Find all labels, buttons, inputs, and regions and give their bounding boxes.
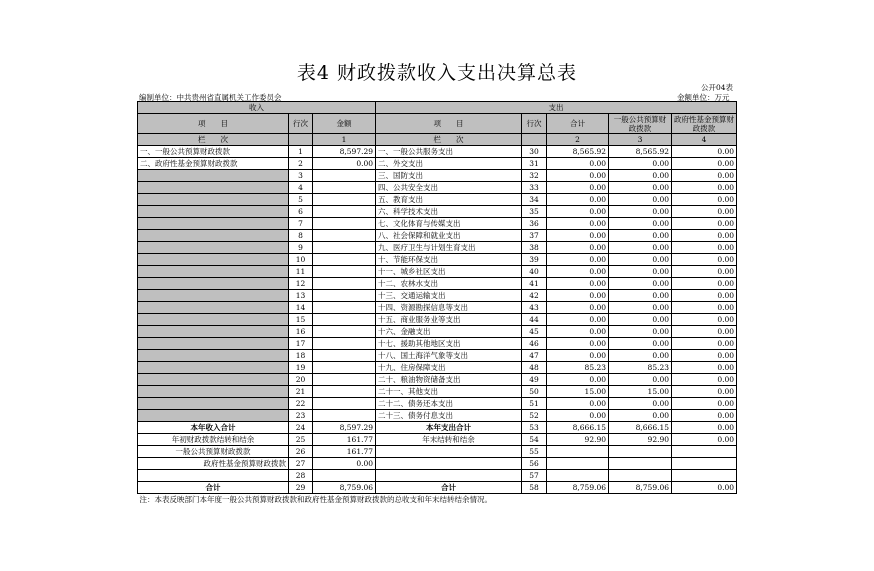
cell-ex-total: 0.00 [547,242,609,254]
cell-ex-no: 46 [522,338,547,350]
cell-ex-no: 48 [522,362,547,374]
cell-in-amt: 0.00 [313,158,376,170]
header-row-section [138,102,737,114]
cell-in-amt [313,362,376,374]
cell-ex-fund: 0.00 [672,362,737,374]
cell-ex-no: 47 [522,350,547,362]
cell-ex-total: 0.00 [547,266,609,278]
cell-ex-item: 四、公共安全支出 [376,182,522,194]
cell-ex-item: 五、教育支出 [376,194,522,206]
cell-in-amt [313,206,376,218]
cell-ex-fund: 0.00 [672,146,737,158]
cell-ex-fund: 0.00 [672,314,737,326]
cell-ex-gen: 0.00 [609,266,672,278]
cell-ex-item: 十七、援助其他地区支出 [376,338,522,350]
table-row: 政府性基金预算财政拨款 27 0.00 56 [138,458,737,470]
cell-ex-no: 45 [522,326,547,338]
cell-in-item [138,230,289,242]
cell-in-no: 8 [289,230,313,242]
cell-in-item [138,182,289,194]
cell-ex-fund: 0.00 [672,338,737,350]
cell-in-amt [313,182,376,194]
cell-ex-no: 30 [522,146,547,158]
cell-ex-gen: 0.00 [609,218,672,230]
cell-ex-no: 50 [522,386,547,398]
table-row [138,254,737,266]
cell-ex-total: 0.00 [547,290,609,302]
cell-ex-item: 九、医疗卫生与计划生育支出 [376,242,522,254]
table-row [138,242,737,254]
cell-in-item [138,278,289,290]
table-row [138,374,737,386]
cell-ex-total: 0.00 [547,170,609,182]
table-row [138,194,737,206]
form-code: 公开04表 [701,83,734,92]
table-row [138,218,737,230]
cell-ex-fund: 0.00 [672,386,737,398]
cell-in-amt [313,170,376,182]
cell-ex-total: 0.00 [547,182,609,194]
cell-in-item [138,386,289,398]
cell-in-no: 4 [289,182,313,194]
cell-ex-gen: 0.00 [609,410,672,422]
cell-in-amt [313,302,376,314]
cell-in-no: 22 [289,398,313,410]
cell-ex-gen: 0.00 [609,374,672,386]
currency-label: 金额单位：万元 [677,93,730,102]
cell-ex-gen: 0.00 [609,338,672,350]
cell-ex-total: 0.00 [547,158,609,170]
table-row [138,398,737,410]
cell-in-no: 19 [289,362,313,374]
cell-ex-gen: 0.00 [609,278,672,290]
cell-ex-total: 0.00 [547,314,609,326]
col-1: 1 [313,134,376,146]
item-header-2: 项 目 [376,114,522,134]
cell-ex-fund: 0.00 [672,278,737,290]
cell-ex-gen: 0.00 [609,350,672,362]
cell-in-no: 10 [289,254,313,266]
cell-ex-fund: 0.00 [672,206,737,218]
cell-ex-item: 十九、住房保障支出 [376,362,522,374]
cell-ex-fund: 0.00 [672,290,737,302]
cell-in-amt [313,350,376,362]
table-row [138,146,737,158]
cell-ex-total: 0.00 [547,410,609,422]
cell-in-no: 7 [289,218,313,230]
cell-ex-fund: 0.00 [672,266,737,278]
cell-in-amt [313,290,376,302]
cell-ex-total: 0.00 [547,254,609,266]
cell-ex-total: 0.00 [547,218,609,230]
cell-in-item [138,242,289,254]
cell-in-no: 1 [289,146,313,158]
cell-in-no: 17 [289,338,313,350]
cell-in-item [138,266,289,278]
cell-ex-gen: 0.00 [609,254,672,266]
cell-in-no: 15 [289,314,313,326]
cell-ex-gen: 85.23 [609,362,672,374]
general-budget-header: 一般公共预算财政拨款 [609,114,672,134]
cell-ex-fund: 0.00 [672,158,737,170]
cell-in-no: 12 [289,278,313,290]
cell-ex-total: 0.00 [547,278,609,290]
cell-in-item [138,206,289,218]
col-2: 2 [547,134,609,146]
table-row: 一般公共预算财政拨款 26 161.77 55 [138,446,737,458]
table-row [138,350,737,362]
cell-in-item [138,194,289,206]
cell-in-item [138,350,289,362]
cell-in-no: 20 [289,374,313,386]
table-row [138,386,737,398]
table-row [138,338,737,350]
cell-ex-gen: 0.00 [609,314,672,326]
table-row [138,230,737,242]
budget-table [137,101,737,505]
cell-ex-no: 36 [522,218,547,230]
table-row [138,326,737,338]
cell-in-item [138,254,289,266]
cell-ex-item: 六、科学技术支出 [376,206,522,218]
cell-ex-total: 8,565.92 [547,146,609,158]
cell-ex-gen: 0.00 [609,230,672,242]
cell-in-no: 2 [289,158,313,170]
cell-ex-item: 二十、粮油物资储备支出 [376,374,522,386]
cell-in-amt [313,314,376,326]
item-header: 项 目 [138,114,289,134]
cell-ex-no: 37 [522,230,547,242]
cell-ex-item: 十八、国土海洋气象等支出 [376,350,522,362]
cell-ex-item: 十三、交通运输支出 [376,290,522,302]
header-row-columns [138,114,737,134]
cell-ex-no: 33 [522,182,547,194]
cell-ex-no: 38 [522,242,547,254]
cell-ex-fund: 0.00 [672,230,737,242]
table-row [138,362,737,374]
cell-ex-total: 0.00 [547,302,609,314]
page-title: 表4 财政拨款收入支出决算总表 [296,62,578,84]
cell-ex-total: 0.00 [547,194,609,206]
cell-in-amt [313,326,376,338]
cell-in-no: 11 [289,266,313,278]
cell-ex-gen: 0.00 [609,206,672,218]
col-3: 3 [609,134,672,146]
cell-ex-fund: 0.00 [672,326,737,338]
cell-ex-no: 44 [522,314,547,326]
note-row [138,494,737,506]
cell-ex-fund: 0.00 [672,242,737,254]
cell-in-no: 14 [289,302,313,314]
cell-ex-item: 十四、资源勘探信息等支出 [376,302,522,314]
cell-in-item [138,374,289,386]
cell-in-item [138,170,289,182]
cell-ex-gen: 0.00 [609,290,672,302]
cell-ex-total: 85.23 [547,362,609,374]
cell-ex-item: 二十一、其他支出 [376,386,522,398]
cell-ex-no: 42 [522,290,547,302]
cell-ex-no: 39 [522,254,547,266]
cell-ex-no: 51 [522,398,547,410]
cell-ex-fund: 0.00 [672,194,737,206]
table-row [138,410,737,422]
cell-in-amt [313,266,376,278]
cell-ex-item: 七、文化体育与传媒支出 [376,218,522,230]
cell-ex-no: 41 [522,278,547,290]
cell-in-amt [313,374,376,386]
cell-ex-total: 15.00 [547,386,609,398]
cell-ex-fund: 0.00 [672,182,737,194]
cell-ex-item: 八、社会保障和就业支出 [376,230,522,242]
table-row [138,314,737,326]
cell-ex-item: 十六、金融支出 [376,326,522,338]
cell-ex-item: 十一、城乡社区支出 [376,266,522,278]
cell-ex-total: 0.00 [547,230,609,242]
cell-ex-fund: 0.00 [672,218,737,230]
cell-ex-gen: 0.00 [609,398,672,410]
cell-ex-gen: 0.00 [609,158,672,170]
cell-in-amt [313,218,376,230]
unit-label: 编制单位：中共贵州省直属机关工作委员会 [139,93,282,102]
cell-in-item [138,218,289,230]
cell-in-item [138,326,289,338]
cell-ex-item: 十、节能环保支出 [376,254,522,266]
cell-ex-item: 二十三、债务付息支出 [376,410,522,422]
cell-ex-item: 十二、农林水支出 [376,278,522,290]
cell-ex-gen: 0.00 [609,170,672,182]
table-row: 28 57 [138,470,737,482]
cell-ex-fund: 0.00 [672,374,737,386]
cell-ex-item: 二十二、债务还本支出 [376,398,522,410]
cell-ex-gen: 15.00 [609,386,672,398]
cell-ex-no: 34 [522,194,547,206]
cell-ex-fund: 0.00 [672,170,737,182]
cell-ex-no: 49 [522,374,547,386]
cell-ex-total: 0.00 [547,206,609,218]
cell-in-amt [313,254,376,266]
table-row [138,302,737,314]
cell-in-amt [313,278,376,290]
cell-ex-item: 二、外交支出 [376,158,522,170]
table-row [138,182,737,194]
cell-ex-no: 40 [522,266,547,278]
table-note: 注：本表反映部门本年度一般公共预算财政拨款和政府性基金预算财政拨款的总收支和年末结转结余情况。 [138,494,737,506]
cell-in-no: 3 [289,170,313,182]
total-header: 合计 [547,114,609,134]
cell-ex-item: 十五、商业服务业等支出 [376,314,522,326]
cell-in-item [138,410,289,422]
cell-ex-gen: 8,565.92 [609,146,672,158]
cell-in-amt [313,230,376,242]
table-row [138,278,737,290]
cell-ex-gen: 0.00 [609,302,672,314]
cell-ex-fund: 0.00 [672,350,737,362]
table-row: 本年收入合计 24 8,597.29 本年支出合计 53 8,666.15 8,666.15 0.00 [138,422,737,434]
row-no-header: 行次 [289,114,313,134]
cell-in-amt [313,398,376,410]
col-4: 4 [672,134,737,146]
cell-ex-gen: 0.00 [609,182,672,194]
cell-in-no: 13 [289,290,313,302]
cell-in-no: 23 [289,410,313,422]
table-row [138,158,737,170]
table-row: 年初财政拨款结转和结余 25 161.77 年末结转和结余 54 92.90 92.90 0.00 [138,434,737,446]
cell-ex-total: 0.00 [547,350,609,362]
cell-in-amt [313,242,376,254]
cell-in-item [138,314,289,326]
header-row-index [138,134,737,146]
cell-ex-gen: 0.00 [609,326,672,338]
cell-in-item: 二、政府性基金预算财政拨款 [138,158,289,170]
income-header: 收入 [138,102,376,114]
cell-ex-total: 0.00 [547,326,609,338]
cell-ex-no: 43 [522,302,547,314]
cell-ex-no: 35 [522,206,547,218]
amount-header: 金额 [313,114,376,134]
cell-ex-no: 52 [522,410,547,422]
cell-in-no: 9 [289,242,313,254]
cell-ex-item: 三、国防支出 [376,170,522,182]
cell-in-item [138,302,289,314]
cell-in-no: 5 [289,194,313,206]
row-no-header-2: 行次 [522,114,547,134]
cell-ex-total: 0.00 [547,398,609,410]
expense-header: 支出 [376,102,737,114]
col-label-2: 栏 次 [376,134,522,146]
cell-ex-fund: 0.00 [672,254,737,266]
cell-in-no: 16 [289,326,313,338]
cell-in-item [138,338,289,350]
table-row [138,290,737,302]
table-row [138,266,737,278]
cell-ex-gen: 0.00 [609,242,672,254]
cell-in-item: 一、一般公共预算财政拨款 [138,146,289,158]
cell-ex-fund: 0.00 [672,410,737,422]
cell-in-amt: 8,597.29 [313,146,376,158]
gov-fund-header: 政府性基金预算财政拨款 [672,114,737,134]
cell-in-amt [313,410,376,422]
cell-in-item [138,290,289,302]
table-row [138,206,737,218]
cell-in-item [138,398,289,410]
cell-in-no: 18 [289,350,313,362]
cell-in-amt [313,338,376,350]
grand-total-row: 合计 29 8,759.06 合计 58 8,759.06 8,759.06 0.00 [138,482,737,494]
cell-ex-fund: 0.00 [672,398,737,410]
cell-in-amt [313,194,376,206]
col-label: 栏 次 [138,134,289,146]
cell-in-item [138,362,289,374]
cell-ex-no: 32 [522,170,547,182]
cell-ex-item: 一、一般公共服务支出 [376,146,522,158]
cell-ex-no: 31 [522,158,547,170]
cell-ex-total: 0.00 [547,374,609,386]
cell-ex-total: 0.00 [547,338,609,350]
cell-ex-fund: 0.00 [672,302,737,314]
cell-in-no: 6 [289,206,313,218]
cell-in-amt [313,386,376,398]
cell-in-no: 21 [289,386,313,398]
table-row [138,170,737,182]
cell-ex-gen: 0.00 [609,194,672,206]
